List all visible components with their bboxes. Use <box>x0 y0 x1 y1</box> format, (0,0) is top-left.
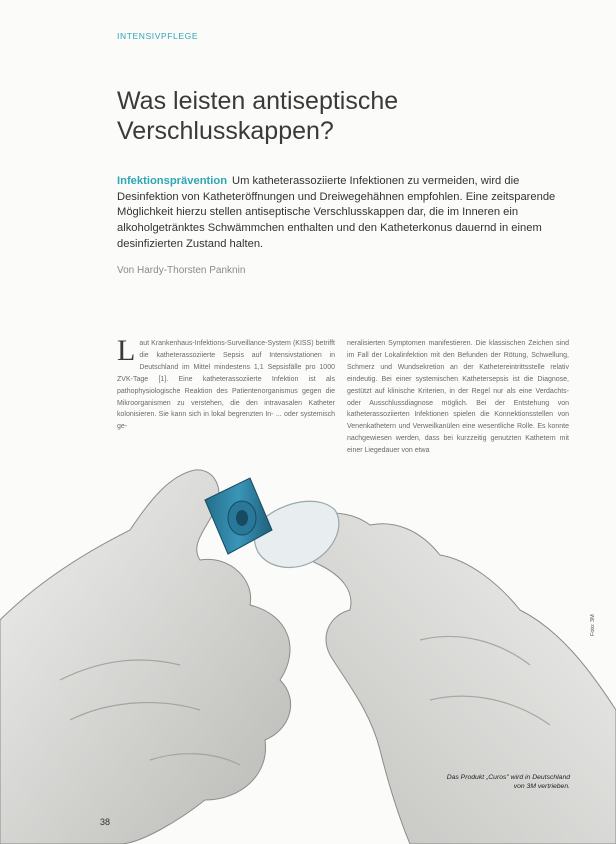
body-left-text: aut Krankenhaus-Infektions-Surveillance-System (KISS) betrifft die katheterassoziierte Sepsis auf Intensivstationen in Deutschland im Mittel mindestens 1,1 Sepsisfälle pro 1000 ZVK-Tage [1]. Eine katheterassoziierte Infektion ist als pathophysiologische Reaktion des Patientenorganismus gegen die Mikroorganismen zu verstehen, die den intravasalen Katheter kolonisieren. Sie kann sich in lokal begrenzten In- ... oder systemisch ge- <box>117 340 335 431</box>
drop-cap: L <box>117 334 136 367</box>
section-rubric: INTENSIVPFLEGE <box>117 31 199 41</box>
lead-paragraph <box>117 174 579 253</box>
body-column-right: neralisierten Symptomen manifestieren. Die klassischen Zeichen sind im Fall der Lokalinfektion mit den Befunden der Rötung, Schwellung, Schmerz und Wundsekretion an der Kathetereintrittsstelle relativ eindeutig. Bei einer systemischen Kathetersepsis ist die Diagnose, gestützt auf klinische Kriterien, in der Regel nur als eine Verdachts- oder Ausschlussdiagnose möglich. Bei der Entstehung von katheterassoziierten Infektionen spielen die Konnektionsstellen von Venenkathetern und Verweilkanülen eine wesentliche Rolle. Es konnte nachgewiesen werden, dass bei kurzzeitig genutzten Kathetern mit einer Liegedauer von etwa <box>347 340 569 455</box>
lead-text: Um katheterassoziierte Infektionen zu vermeiden, wird die Desinfektion von Katheteröffnungen und Dreiwegehähnen empfohlen. Eine zeitsparende Möglichkeit hierzu stellen antiseptische Verschlusskappen dar, die im Inneren ein alkoholgetränktes Schwämmchen enthalten und den Katheterkonus dauernd in einem desinfizierten Zustand halten. <box>117 175 556 250</box>
photo-credit: Foto: 3M <box>590 614 596 636</box>
title-line-2: Verschlusskappen? <box>117 117 334 145</box>
article-title <box>117 86 537 146</box>
right-glove <box>293 513 616 844</box>
photo-caption: Das Produkt „Curos" wird in Deutschland von 3M vertrieben. <box>446 774 570 790</box>
title-line-1: Was leisten antiseptische <box>117 87 399 115</box>
page-number: 38 <box>100 817 111 827</box>
lead-keyword: Infektionsprävention <box>117 175 228 187</box>
author-line: Von Hardy-Thorsten Panknin <box>117 265 246 276</box>
